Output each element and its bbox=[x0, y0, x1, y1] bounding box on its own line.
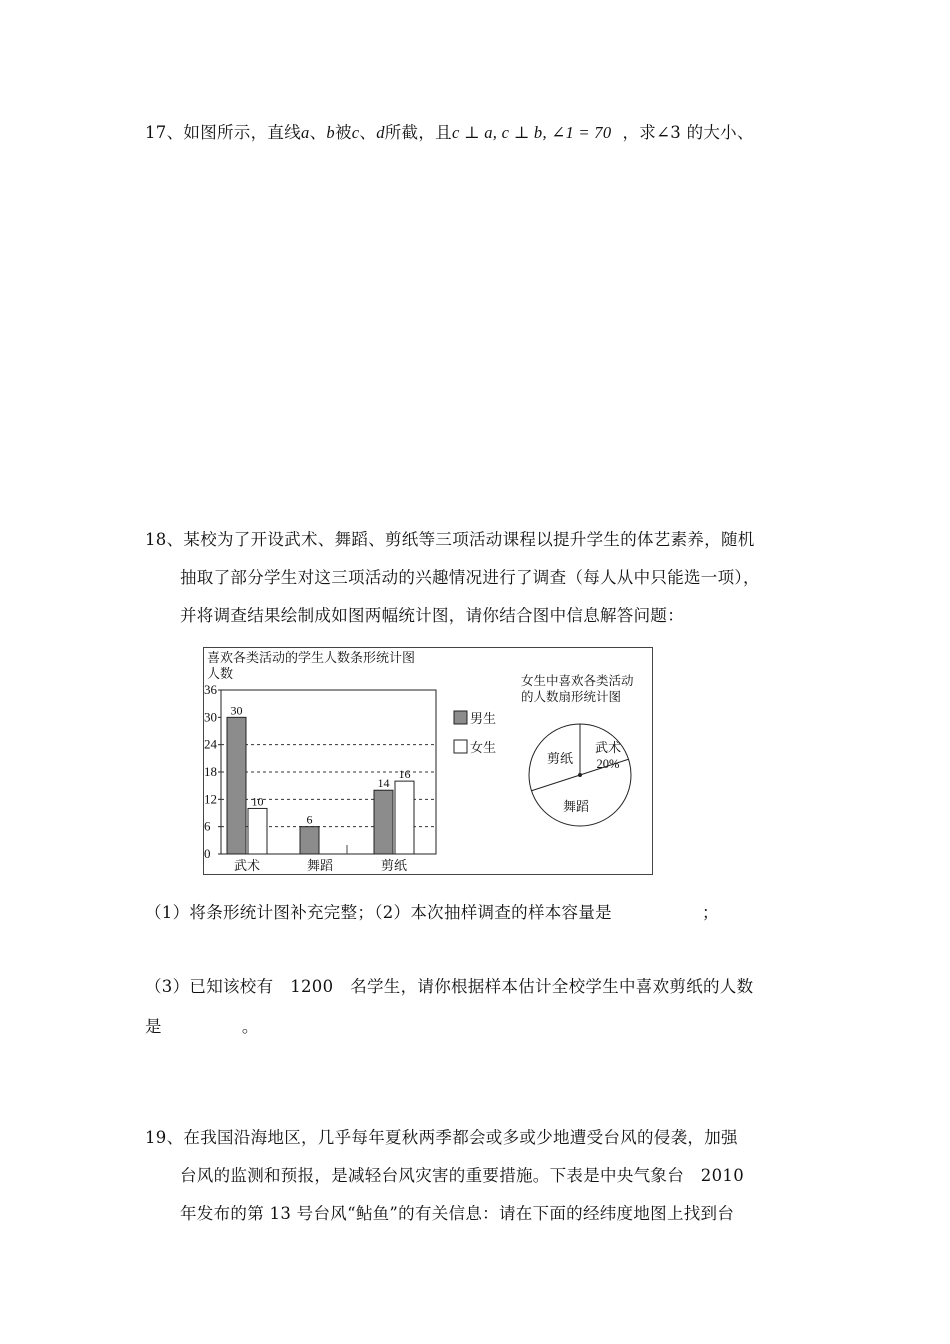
pie-boundary-2 bbox=[531, 775, 580, 791]
bar-label-女生-剪纸: 16 bbox=[398, 767, 411, 782]
bar-男生-舞蹈 bbox=[300, 827, 319, 854]
bar-女生-武术 bbox=[248, 808, 267, 854]
pie-label-剪纸: 剪纸 bbox=[546, 751, 574, 766]
bar-label-女生-武术: 10 bbox=[251, 794, 264, 809]
q18-line1: 18、某校为了开设武术、舞蹈、剪纸等三项活动课程以提升学生的体艺素养，随机 bbox=[145, 530, 755, 549]
q18-sub3b bbox=[145, 1013, 259, 1037]
pie-label-舞蹈: 舞蹈 bbox=[562, 799, 590, 814]
pie-label-武术: 武术 bbox=[594, 740, 622, 755]
legend-label-女生: 女生 bbox=[470, 740, 497, 755]
bar-chart-title: 喜欢各类活动的学生人数条形统计图 bbox=[207, 650, 416, 665]
bar-label-男生-剪纸: 14 bbox=[377, 776, 390, 791]
bar-男生-武术 bbox=[227, 717, 246, 854]
y-tick-label-12: 12 bbox=[204, 791, 217, 807]
q17-sep2: 、 bbox=[359, 123, 377, 142]
q18-sub1-text: （1）将条形统计图补充完整；（2）本次抽样调查的样本容量是 bbox=[145, 903, 612, 922]
q18-line2: 抽取了部分学生对这三项活动的兴趣情况进行了调查（每人从中只能选一项）， bbox=[180, 568, 760, 587]
q17-mid2: 所截，且 bbox=[384, 123, 452, 142]
q18-sub3a: （3）已知该校有 1200 名学生，请你根据样本估计全校学生中喜欢剪纸的人数 bbox=[145, 977, 754, 996]
pie-percent-武术: 20% bbox=[596, 757, 620, 771]
q19-line3: 年发布的第 13 号台风“鲇鱼”的有关信息：请在下面的经纬度地图上找到台 bbox=[180, 1204, 735, 1223]
legend-swatch-男生 bbox=[454, 711, 467, 724]
q17-var-d: d bbox=[376, 123, 385, 142]
legend-swatch-女生 bbox=[454, 740, 467, 753]
q19-line2: 台风的监测和预报，是减轻台风灾害的重要措施。下表是中央气象台 2010 bbox=[180, 1166, 744, 1185]
q18-charts-svg bbox=[204, 648, 652, 874]
x-category-label-舞蹈: 舞蹈 bbox=[306, 858, 334, 873]
pie-center-dot bbox=[578, 773, 582, 777]
q17-var-a: a bbox=[301, 123, 310, 142]
q18-figure bbox=[203, 647, 653, 875]
bar-chart-ylabel: 人数 bbox=[207, 666, 234, 681]
bar-男生-剪纸 bbox=[374, 790, 393, 854]
q17-var-c: c bbox=[351, 123, 360, 142]
bar-女生-剪纸 bbox=[395, 781, 414, 854]
q18-sub1-end: ； bbox=[701, 903, 719, 922]
q18-sub3b-end: 。 bbox=[241, 1017, 259, 1036]
q18-sub1 bbox=[145, 899, 719, 923]
bar-label-男生-武术: 30 bbox=[230, 703, 243, 718]
x-category-label-武术: 武术 bbox=[233, 858, 261, 873]
q17-sep1: 、 bbox=[309, 123, 327, 142]
y-tick-label-24: 24 bbox=[204, 736, 217, 752]
y-tick-label-30: 30 bbox=[204, 709, 217, 725]
y-tick-label-6: 6 bbox=[204, 818, 211, 834]
q17-text-pre: 17、如图所示，直线 bbox=[145, 123, 301, 142]
y-tick-label-0: 0 bbox=[204, 846, 211, 861]
q17-line bbox=[145, 119, 754, 143]
q17-mid1: 被 bbox=[334, 123, 352, 142]
q19-line1: 19、在我国沿海地区，几乎每年夏秋两季都会或多或少地遭受台风的侵袭，加强 bbox=[145, 1128, 738, 1147]
q18-sub3b-text: 是 bbox=[145, 1017, 162, 1036]
x-category-label-剪纸: 剪纸 bbox=[380, 858, 408, 873]
bar-label-男生-舞蹈: 6 bbox=[306, 812, 313, 827]
q17-condition: c ⊥ a, c ⊥ b, ∠1 = 70 bbox=[451, 123, 612, 142]
pie-title-line2: 的人数扇形统计图 bbox=[521, 690, 622, 704]
pie-title-line1: 女生中喜欢各类活动 bbox=[521, 674, 634, 688]
legend-label-男生: 男生 bbox=[470, 711, 497, 726]
y-tick-label-36: 36 bbox=[204, 682, 217, 697]
q18-line3: 并将调查结果绘制成如图两幅统计图，请你结合图中信息解答问题： bbox=[180, 606, 684, 625]
q17-tail: ，求∠3 的大小、 bbox=[622, 123, 754, 142]
y-tick-label-18: 18 bbox=[204, 764, 217, 779]
q17-var-b: b bbox=[326, 123, 335, 142]
